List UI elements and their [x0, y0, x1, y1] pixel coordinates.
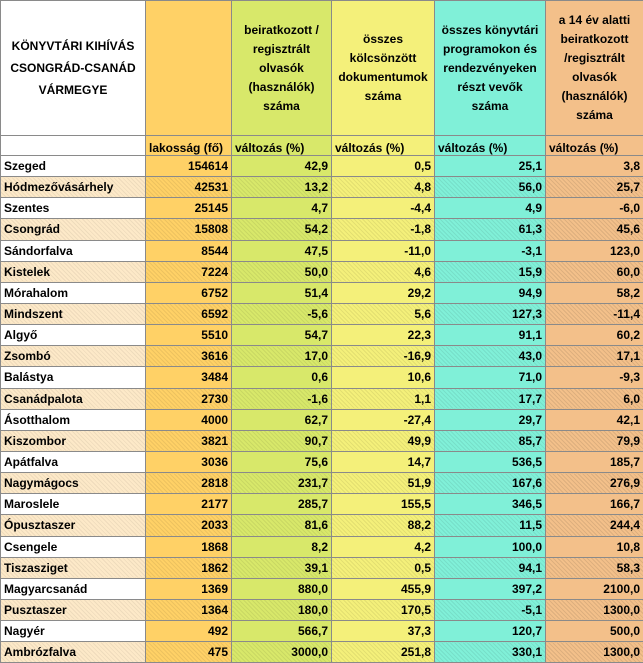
readers-change-cell: 47,5	[232, 240, 332, 261]
loans-change-cell: 29,2	[332, 282, 435, 303]
settlement-name: Mindszent	[1, 303, 146, 324]
population-cell: 3616	[146, 346, 232, 367]
readers-change-cell: 880,0	[232, 578, 332, 599]
settlement-name: Ásotthalom	[1, 409, 146, 430]
table-row	[1, 240, 643, 261]
table-row	[1, 494, 643, 515]
readers-change-cell: 231,7	[232, 473, 332, 494]
programs-change-cell: 85,7	[435, 430, 546, 451]
programs-change-cell: 330,1	[435, 642, 546, 663]
loans-change-cell: -1,8	[332, 219, 435, 240]
loans-change-cell: -16,9	[332, 346, 435, 367]
loans-change-cell: 170,5	[332, 599, 435, 620]
under14-change-cell: 500,0	[546, 621, 643, 642]
population-cell: 42531	[146, 177, 232, 198]
under14-change-cell: -11,4	[546, 303, 643, 324]
under14-change-cell: 2100,0	[546, 578, 643, 599]
programs-change-cell: 15,9	[435, 261, 546, 282]
settlement-name: Sándorfalva	[1, 240, 146, 261]
header-readers: beiratkozott / regisztrált olvasók (használók) száma	[232, 1, 332, 136]
population-cell: 2818	[146, 473, 232, 494]
table-row	[1, 557, 643, 578]
readers-change-cell: 285,7	[232, 494, 332, 515]
table-row	[1, 599, 643, 620]
table-row	[1, 282, 643, 303]
population-cell: 4000	[146, 409, 232, 430]
subheader-readers-change: változás (%)	[232, 136, 332, 156]
subheader-under14-change: változás (%)	[546, 136, 643, 156]
loans-change-cell: 455,9	[332, 578, 435, 599]
table-row	[1, 261, 643, 282]
table-row	[1, 219, 643, 240]
under14-change-cell: -6,0	[546, 198, 643, 219]
population-cell: 1862	[146, 557, 232, 578]
under14-change-cell: 276,9	[546, 473, 643, 494]
loans-change-cell: 4,2	[332, 536, 435, 557]
table-row	[1, 177, 643, 198]
settlement-name: Pusztaszer	[1, 599, 146, 620]
population-cell: 3036	[146, 451, 232, 472]
under14-change-cell: 6,0	[546, 388, 643, 409]
population-cell: 15808	[146, 219, 232, 240]
readers-change-cell: 4,7	[232, 198, 332, 219]
readers-change-cell: 17,0	[232, 346, 332, 367]
readers-change-cell: -5,6	[232, 303, 332, 324]
programs-change-cell: 56,0	[435, 177, 546, 198]
header-loans: összes kölcsönzött dokumentumok száma	[332, 1, 435, 136]
programs-change-cell: 91,1	[435, 325, 546, 346]
settlement-name: Ambrózfalva	[1, 642, 146, 663]
subheader-programs-change: változás (%)	[435, 136, 546, 156]
population-cell: 475	[146, 642, 232, 663]
under14-change-cell: 1300,0	[546, 599, 643, 620]
settlement-name: Nagymágocs	[1, 473, 146, 494]
settlement-name: Kistelek	[1, 261, 146, 282]
settlement-name: Algyő	[1, 325, 146, 346]
subheader-population: lakosság (fő)	[146, 136, 232, 156]
programs-change-cell: 167,6	[435, 473, 546, 494]
settlement-name: Hódmezővásárhely	[1, 177, 146, 198]
programs-change-cell: 94,9	[435, 282, 546, 303]
under14-change-cell: 58,2	[546, 282, 643, 303]
under14-change-cell: 10,8	[546, 536, 643, 557]
table-row	[1, 621, 643, 642]
population-cell: 2033	[146, 515, 232, 536]
settlement-name: Balástya	[1, 367, 146, 388]
programs-change-cell: 71,0	[435, 367, 546, 388]
population-cell: 5510	[146, 325, 232, 346]
table-row	[1, 303, 643, 324]
loans-change-cell: 10,6	[332, 367, 435, 388]
under14-change-cell: 1300,0	[546, 642, 643, 663]
settlement-name: Szeged	[1, 156, 146, 177]
subheader-empty	[1, 136, 146, 156]
programs-change-cell: 11,5	[435, 515, 546, 536]
readers-change-cell: 62,7	[232, 409, 332, 430]
loans-change-cell: 0,5	[332, 557, 435, 578]
loans-change-cell: 4,6	[332, 261, 435, 282]
loans-change-cell: 251,8	[332, 642, 435, 663]
under14-change-cell: 166,7	[546, 494, 643, 515]
subheader-row	[1, 136, 643, 156]
loans-change-cell: -11,0	[332, 240, 435, 261]
table-row	[1, 409, 643, 430]
readers-change-cell: 81,6	[232, 515, 332, 536]
readers-change-cell: 54,2	[232, 219, 332, 240]
loans-change-cell: 14,7	[332, 451, 435, 472]
under14-change-cell: 60,0	[546, 261, 643, 282]
population-cell: 7224	[146, 261, 232, 282]
settlement-name: Szentes	[1, 198, 146, 219]
table-row	[1, 515, 643, 536]
settlement-name: Csengele	[1, 536, 146, 557]
under14-change-cell: 3,8	[546, 156, 643, 177]
programs-change-cell: 536,5	[435, 451, 546, 472]
settlement-name: Ópusztaszer	[1, 515, 146, 536]
table-title: KÖNYVTÁRI KIHÍVÁS CSONGRÁD-CSANÁD VÁRMEGYE	[1, 1, 146, 136]
loans-change-cell: 155,5	[332, 494, 435, 515]
programs-change-cell: 25,1	[435, 156, 546, 177]
table-row	[1, 578, 643, 599]
loans-change-cell: 4,8	[332, 177, 435, 198]
programs-change-cell: 4,9	[435, 198, 546, 219]
under14-change-cell: 42,1	[546, 409, 643, 430]
programs-change-cell: 17,7	[435, 388, 546, 409]
readers-change-cell: 566,7	[232, 621, 332, 642]
population-cell: 6592	[146, 303, 232, 324]
settlement-name: Magyarcsanád	[1, 578, 146, 599]
loans-change-cell: 88,2	[332, 515, 435, 536]
subheader-loans-change: változás (%)	[332, 136, 435, 156]
readers-change-cell: 13,2	[232, 177, 332, 198]
header-row	[1, 1, 643, 136]
readers-change-cell: 39,1	[232, 557, 332, 578]
table-row	[1, 346, 643, 367]
settlement-name: Maroslele	[1, 494, 146, 515]
header-population	[146, 1, 232, 136]
settlement-name: Mórahalom	[1, 282, 146, 303]
population-cell: 1369	[146, 578, 232, 599]
table-row	[1, 451, 643, 472]
population-cell: 1868	[146, 536, 232, 557]
loans-change-cell: -27,4	[332, 409, 435, 430]
readers-change-cell: 90,7	[232, 430, 332, 451]
population-cell: 8544	[146, 240, 232, 261]
table-row	[1, 388, 643, 409]
programs-change-cell: -3,1	[435, 240, 546, 261]
programs-change-cell: 127,3	[435, 303, 546, 324]
loans-change-cell: 22,3	[332, 325, 435, 346]
settlement-name: Apátfalva	[1, 451, 146, 472]
table-row	[1, 367, 643, 388]
under14-change-cell: 17,1	[546, 346, 643, 367]
population-cell: 492	[146, 621, 232, 642]
settlement-name: Csongrád	[1, 219, 146, 240]
readers-change-cell: 3000,0	[232, 642, 332, 663]
population-cell: 2177	[146, 494, 232, 515]
readers-change-cell: 75,6	[232, 451, 332, 472]
loans-change-cell: 37,3	[332, 621, 435, 642]
population-cell: 6752	[146, 282, 232, 303]
under14-change-cell: 45,6	[546, 219, 643, 240]
table-row	[1, 642, 643, 663]
table-row	[1, 325, 643, 346]
settlement-name: Nagyér	[1, 621, 146, 642]
programs-change-cell: 43,0	[435, 346, 546, 367]
settlement-name: Kiszombor	[1, 430, 146, 451]
readers-change-cell: 0,6	[232, 367, 332, 388]
programs-change-cell: 397,2	[435, 578, 546, 599]
programs-change-cell: -5,1	[435, 599, 546, 620]
under14-change-cell: -9,3	[546, 367, 643, 388]
population-cell: 3821	[146, 430, 232, 451]
under14-change-cell: 244,4	[546, 515, 643, 536]
programs-change-cell: 100,0	[435, 536, 546, 557]
header-programs: összes könyvtári programokon és rendezvényeken részt vevők száma	[435, 1, 546, 136]
under14-change-cell: 25,7	[546, 177, 643, 198]
loans-change-cell: 1,1	[332, 388, 435, 409]
loans-change-cell: -4,4	[332, 198, 435, 219]
table-row	[1, 430, 643, 451]
population-cell: 3484	[146, 367, 232, 388]
settlement-name: Zsombó	[1, 346, 146, 367]
loans-change-cell: 51,9	[332, 473, 435, 494]
programs-change-cell: 94,1	[435, 557, 546, 578]
population-cell: 25145	[146, 198, 232, 219]
population-cell: 2730	[146, 388, 232, 409]
readers-change-cell: 51,4	[232, 282, 332, 303]
population-cell: 1364	[146, 599, 232, 620]
header-under14: a 14 év alatti beiratkozott /regisztrált olvasók (használók) száma	[546, 1, 643, 136]
table-row	[1, 536, 643, 557]
under14-change-cell: 185,7	[546, 451, 643, 472]
loans-change-cell: 0,5	[332, 156, 435, 177]
readers-change-cell: 180,0	[232, 599, 332, 620]
programs-change-cell: 120,7	[435, 621, 546, 642]
programs-change-cell: 29,7	[435, 409, 546, 430]
table-row	[1, 156, 643, 177]
under14-change-cell: 79,9	[546, 430, 643, 451]
table-row	[1, 473, 643, 494]
under14-change-cell: 123,0	[546, 240, 643, 261]
readers-change-cell: 8,2	[232, 536, 332, 557]
population-cell: 154614	[146, 156, 232, 177]
table-row	[1, 198, 643, 219]
readers-change-cell: 50,0	[232, 261, 332, 282]
programs-change-cell: 61,3	[435, 219, 546, 240]
settlement-name: Tiszasziget	[1, 557, 146, 578]
readers-change-cell: 54,7	[232, 325, 332, 346]
readers-change-cell: 42,9	[232, 156, 332, 177]
programs-change-cell: 346,5	[435, 494, 546, 515]
readers-change-cell: -1,6	[232, 388, 332, 409]
under14-change-cell: 60,2	[546, 325, 643, 346]
settlement-name: Csanádpalota	[1, 388, 146, 409]
loans-change-cell: 49,9	[332, 430, 435, 451]
loans-change-cell: 5,6	[332, 303, 435, 324]
under14-change-cell: 58,3	[546, 557, 643, 578]
